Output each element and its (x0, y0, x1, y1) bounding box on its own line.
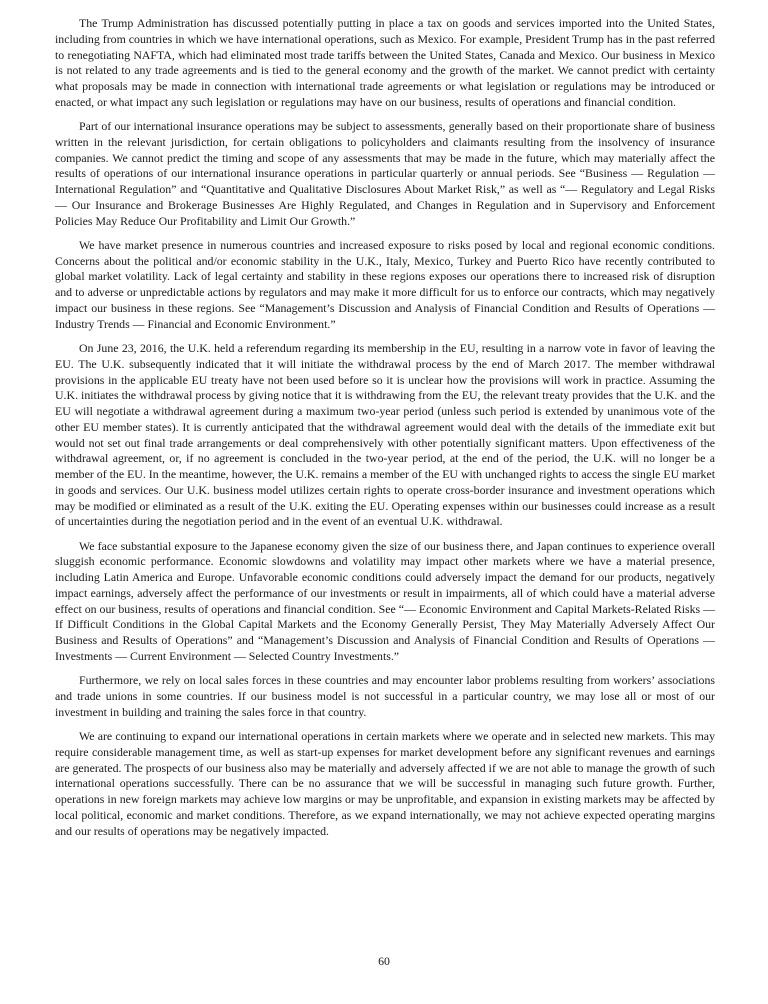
paragraph-market-presence: We have market presence in numerous countries and increased exposure to risks posed by local and regional economic conditions. Concerns about the political and/or economic stability in the U.K., Italy, Mexico, Turkey and Puerto Rico have recently contributed to global market volatility. Lack of legal certainty and stability in these regions exposes our operations there to increased risk of disruption and to adverse or unpredictable actions by regulators and may make it more difficult for us to enforce our contracts, which may negatively impact our business in these regions. See “Management’s Discussion and Analysis of Financial Condition and Results of Operations — Industry Trends — Financial and Economic Environment.” (55, 237, 715, 331)
document-body (55, 16, 715, 848)
paragraph-insurance-assessments: Part of our international insurance operations may be subject to assessments, generally based on their proportionate share of business written in the relevant jurisdiction, for certain obligations to policyholders and claimants resulting from the insolvency of insurance companies. We cannot predict the timing and scope of any assessments that may be made in the future, which may materially affect the results of operations of our international insurance operations in particular quarterly or annual periods. See “Business — Regulation — International Regulation” and “Quantitative and Qualitative Disclosures About Market Risk,” as well as “— Regulatory and Legal Risks — Our Insurance and Brokerage Businesses Are Highly Regulated, and Changes in Regulation and in Supervisory and Enforcement Policies May Reduce Our Profitability and Limit Our Growth.” (55, 119, 715, 228)
paragraph-international-expansion: We are continuing to expand our international operations in certain markets where we operate and in selected new markets. This may require considerable management time, as well as start-up expenses for market development before any significant revenues and earnings are generated. The prospects of our business also may be materially and adversely affected if we are not able to manage the growth of such international operations successfully. There can be no assurance that we will be successful in managing such future growth. Further, operations in new foreign markets may achieve low margins or may be unprofitable, and expansion in existing markets may be affected by local political, economic and market conditions. Therefore, as we expand internationally, we may not achieve expected operating margins and our results of operations may be negatively impacted. (55, 729, 715, 838)
page-number: 60 (378, 954, 390, 968)
paragraph-local-sales-forces: Furthermore, we rely on local sales forces in these countries and may encounter labor problems resulting from workers’ associations and trade unions in some countries. If our business model is not successful in a particular country, we may lose all or most of our investment in building and training the sales force in that country. (55, 673, 715, 719)
paragraph-trade-tax: The Trump Administration has discussed potentially putting in place a tax on goods and services imported into the United States, including from countries in which we have international operations, such as Mexico. For example, President Trump has in the past referred to renegotiating NAFTA, which had eliminated most trade tariffs between the United States, Canada and Mexico. Our business in Mexico is not related to any trade agreements and is tied to the general economy and the growth of the market. We cannot predict with certainty what proposals may be made in connection with international trade agreements or what legislation or regulations may be introduced or enacted, or what impact any such legislation or regulations may have on our business, results of operations and financial condition. (55, 16, 715, 109)
paragraph-uk-referendum: On June 23, 2016, the U.K. held a referendum regarding its membership in the EU, resulting in a narrow vote in favor of leaving the EU. The U.K. subsequently indicated that it will initiate the withdrawal process by the end of March 2017. The member withdrawal provisions in the applicable EU treaty have not been used before so it is unclear how the provisions will work in practice. Assuming the U.K. initiates the withdrawal process by giving notice that it is withdrawing from the EU, the relevant treaty provides that the U.K. and the EU will negotiate a withdrawal agreement during a maximum two-year period (unless such period is extended by unanimous vote of the other EU member states). It is currently anticipated that the withdrawal agreement would deal with the details of the immediate exit but would not set out final trade arrangements or deal comprehensively with other potentially significant matters. Upon effectiveness of the withdrawal agreement, or, if no agreement is concluded in the two-year period, at the end of the period, the U.K. will no longer be a member of the EU. In the meantime, however, the U.K. remains a member of the EU with unchanged rights to access the single EU market in goods and services. Our U.K. business model utilizes certain rights to operate cross-border insurance and investment operations which may be modified or eliminated as a result of the U.K. exiting the EU. Operating expenses within our businesses could increase as a result of uncertainties during the negotiation period and in the event of an eventual U.K. withdrawal. (55, 341, 715, 529)
paragraph-japan-exposure: We face substantial exposure to the Japanese economy given the size of our business there, and Japan continues to experience overall sluggish economic performance. Economic slowdowns and volatility may impact other markets where we have a material presence, including Latin America and Europe. Unfavorable economic conditions could adversely impact the demand for our products, negatively impact earnings, adversely affect the performance of our investments or result in impairments, all of which could have a material adverse effect on our business, results of operations and financial condition. See “— Economic Environment and Capital Markets-Related Risks — If Difficult Conditions in the Global Capital Markets and the Economy Generally Persist, They May Materially Adversely Affect Our Business and Results of Operations” and “Management’s Discussion and Analysis of Financial Condition and Results of Operations — Investments — Current Environment — Selected Country Investments.” (55, 538, 715, 663)
